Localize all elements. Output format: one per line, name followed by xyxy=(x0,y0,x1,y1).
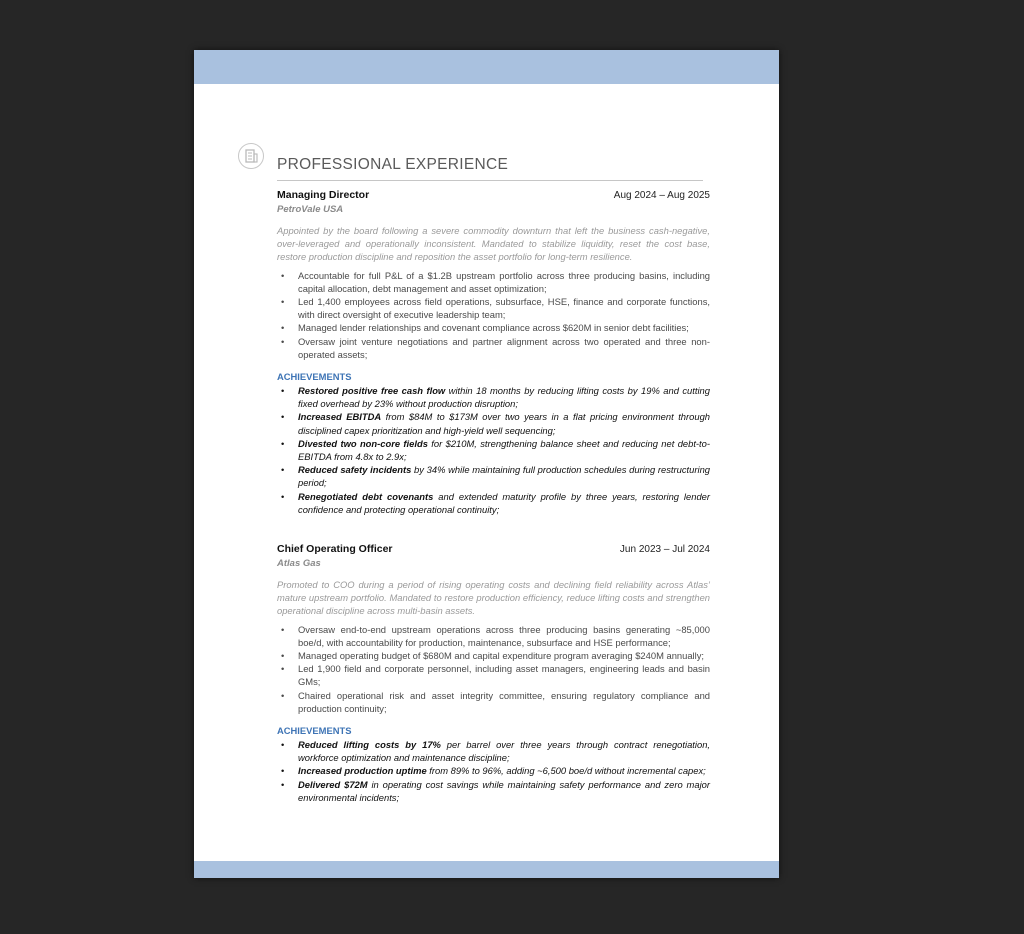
resume-page xyxy=(194,50,779,878)
responsibilities-list xyxy=(277,269,710,361)
achievement-text: for $210M, strengthening balance sheet and reducing net debt-to-EBITDA from 4.8x to 2.9x; xyxy=(298,437,710,463)
achievement-item xyxy=(277,437,710,463)
achievements-label: ACHIEVEMENTS xyxy=(277,371,352,383)
achievement-text: per barrel over three years through contract renegotiation, workforce optimization and maintenance discipline; xyxy=(298,739,711,764)
job-header xyxy=(277,543,710,557)
section-title: PROFESSIONAL EXPERIENCE xyxy=(277,156,509,173)
section-divider xyxy=(277,180,703,181)
responsibility-item: • Oversaw end-to-end upstream operations across three producing basins generating ~85,000 boe/d, with accountability for production, maintenance, subsurface and HSE performance; xyxy=(277,623,710,649)
achievement-item xyxy=(277,778,710,804)
building-icon xyxy=(238,143,264,169)
job-entry xyxy=(277,543,710,804)
achievement-text: by 34% while maintaining full production schedules during restructuring period; xyxy=(298,464,710,489)
achievement-item xyxy=(277,410,710,436)
header-band xyxy=(194,50,779,84)
responsibility-item: • Led 1,900 field and corporate personnel, including asset managers, engineering leads and basin GMs; xyxy=(277,662,710,688)
achievement-text: from 89% to 96%, adding ~6,500 boe/d without incremental capex; xyxy=(426,765,706,777)
responsibilities-list xyxy=(277,623,710,715)
achievement-item xyxy=(277,764,710,777)
achievement-item xyxy=(277,738,710,764)
responsibility-item: • Chaired operational risk and asset integrity committee, ensuring regulatory compliance and production continuity; xyxy=(277,689,710,715)
achievement-item xyxy=(277,490,710,516)
achievement-text: from $84M to $173M over two years in a flat pricing environment through disciplined capex prioritization and high-yield well sequencing; xyxy=(298,411,710,436)
achievement-highlight: Renegotiated debt covenants xyxy=(298,490,434,502)
achievement-text: in operating cost savings while maintaining safety performance and zero major environmental incidents; xyxy=(298,778,710,803)
achievements-label: ACHIEVEMENTS xyxy=(277,725,352,737)
responsibility-item: • Managed lender relationships and covenant compliance across $620M in senior debt facilities; xyxy=(277,321,710,334)
achievement-text: within 18 months by reducing lifting costs by 19% and cutting fixed overhead by 23% without production disruption; xyxy=(298,385,710,410)
responsibility-item: • Accountable for full P&L of a $1.2B upstream portfolio across three producing basins, including capital allocation, debt management and asset optimization; xyxy=(277,269,710,295)
achievement-highlight: Increased EBITDA xyxy=(298,411,382,423)
footer-band xyxy=(194,861,779,878)
responsibility-item: • Managed operating budget of $680M and capital expenditure program averaging $240M annually; xyxy=(277,649,710,662)
company-name: PetroVale USA xyxy=(277,204,344,215)
job-dates: Aug 2024 – Aug 2025 xyxy=(613,190,710,201)
achievement-item xyxy=(277,384,710,410)
achievement-highlight: Increased production uptime xyxy=(298,765,427,777)
job-title: Managing Director xyxy=(277,189,370,201)
achievement-item xyxy=(277,463,710,489)
achievement-highlight: Delivered $72M xyxy=(298,778,368,790)
responsibility-item: • Led 1,400 employees across field operations, subsurface, HSE, finance and corporate functions, with direct oversight of executive leadership team; xyxy=(277,295,710,321)
achievement-highlight: Divested two non-core fields xyxy=(298,437,428,449)
job-dates: Jun 2023 – Jul 2024 xyxy=(619,544,710,555)
achievements-list xyxy=(277,738,710,804)
achievement-highlight: Restored positive free cash flow xyxy=(298,385,446,397)
achievements-list xyxy=(277,384,710,516)
achievement-text: and extended maturity profile by three years, restoring lender confidence and protecting operational continuity; xyxy=(298,490,710,515)
job-intro: Promoted to COO during a period of rising operating costs and declining field reliability across Atlas’ mature upstream portfolio. Mandated to restore production efficiency, reduce lifting costs and strengthen operational discipline across multi-basin assets. xyxy=(277,579,710,617)
achievement-highlight: Reduced safety incidents xyxy=(298,464,412,476)
job-entry xyxy=(277,189,710,516)
job-intro: Appointed by the board following a severe commodity downturn that left the business cash-negative, over-leveraged and operationally inconsistent. Mandated to stabilize liquidity, reset the cost base, restore production discipline and reposition the asset portfolio for long-term resilience. xyxy=(277,225,710,263)
job-title: Chief Operating Officer xyxy=(277,543,393,555)
job-header xyxy=(277,189,710,203)
achievement-highlight: Reduced lifting costs by 17% xyxy=(298,739,441,751)
company-name: Atlas Gas xyxy=(277,558,321,569)
responsibility-item: • Oversaw joint venture negotiations and partner alignment across two operated and three non-operated assets; xyxy=(277,335,710,361)
